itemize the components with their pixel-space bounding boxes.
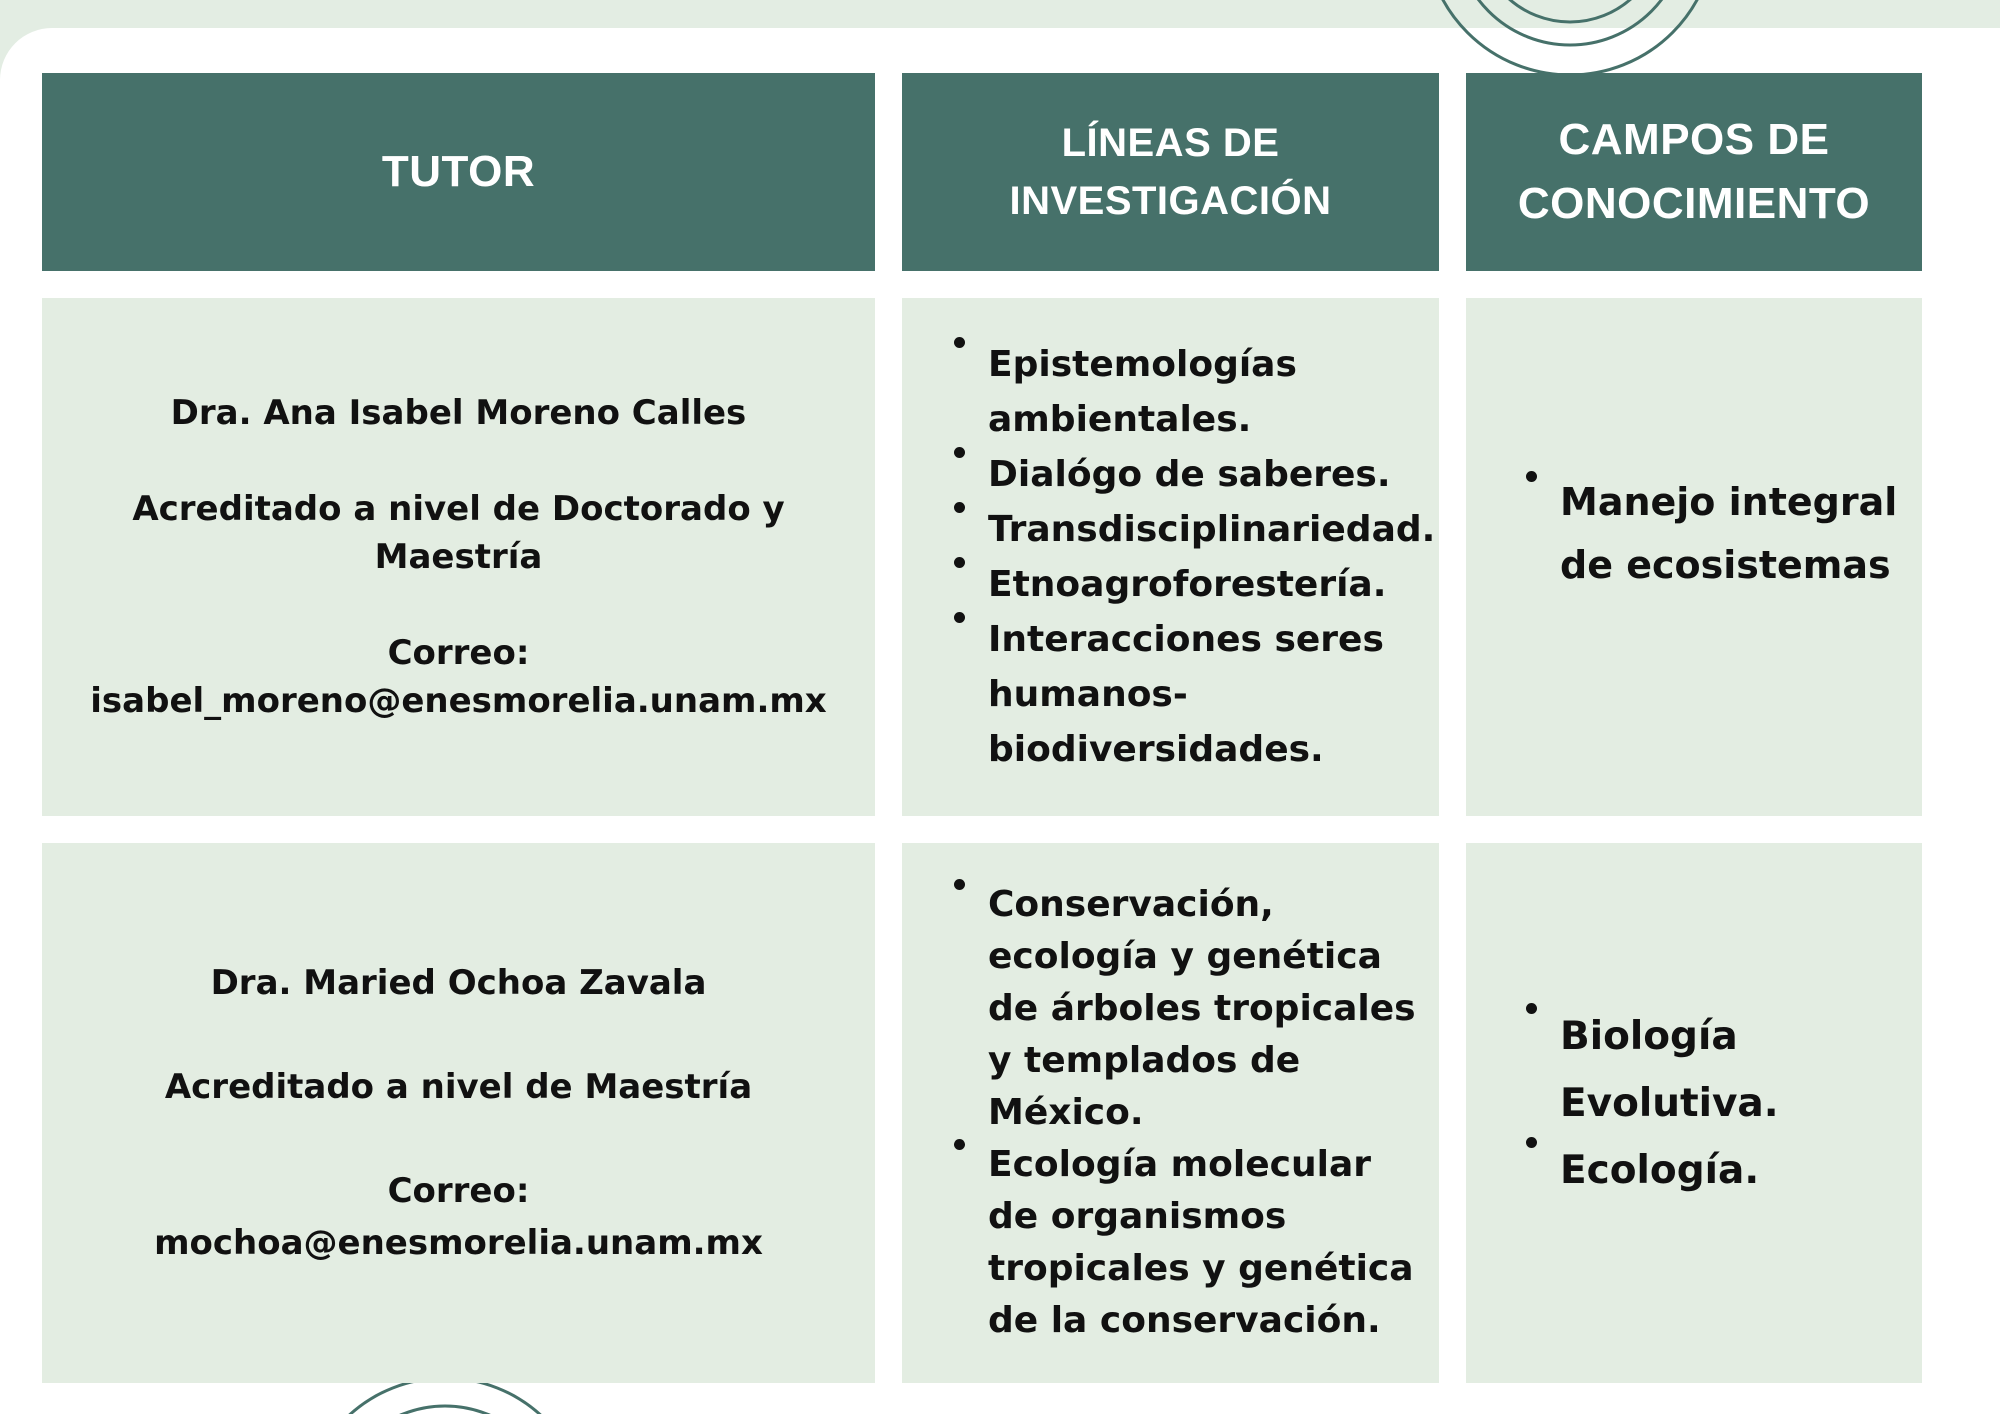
header-tutor (42, 73, 875, 271)
header-lineas-line2: INVESTIGACIÓN (1009, 179, 1332, 223)
list-item: Ecología. (1514, 1137, 1902, 1204)
row2-tutor-cell (42, 843, 875, 1383)
list-item: Epistemologías ambientales. (942, 337, 1419, 447)
list-item: Biología Evolutiva. (1514, 1003, 1902, 1137)
header-tutor-label: TUTOR (381, 147, 536, 196)
row2-email[interactable]: mochoa@enesmorelia.unam.mx (154, 1223, 763, 1263)
header-lineas (902, 73, 1439, 271)
row2-accreditation-line1: Acreditado a nivel de Maestría (164, 1067, 753, 1107)
list-item: Manejo integral de ecosistemas (1514, 471, 1902, 597)
row1-campos-list (1514, 471, 1902, 597)
row1-accreditation-line1: Acreditado a nivel de Doctorado y (132, 489, 785, 529)
header-lineas-line1: LÍNEAS DE (1061, 121, 1280, 165)
row2-tutor-name: Dra. Maried Ochoa Zavala (210, 963, 707, 1003)
row1-tutor-cell (42, 298, 875, 816)
list-item: Etnoagroforestería. (942, 557, 1419, 612)
row2-email-label: Correo: (387, 1171, 530, 1211)
row1-lineas-list (942, 337, 1436, 777)
row1-lineas-cell (902, 298, 1439, 816)
row1-tutor-name: Dra. Ana Isabel Moreno Calles (170, 393, 747, 433)
row1-email[interactable]: isabel_moreno@enesmorelia.unam.mx (90, 681, 827, 721)
header-campos-line1: CAMPOS DE (1558, 115, 1830, 164)
row2-campos-cell (1466, 843, 1922, 1383)
header-campos (1466, 73, 1922, 271)
list-item: Interacciones seres humanos-biodiversidades. (942, 612, 1419, 777)
header-campos-line2: CONOCIMIENTO (1517, 179, 1871, 228)
row1-campos-cell (1466, 298, 1922, 816)
row1-email-label: Correo: (387, 633, 530, 673)
row2-campos-list (1514, 1003, 1902, 1204)
list-item: Conservación, ecología y genética de árboles tropicales y templados de México. (942, 879, 1419, 1139)
list-item: Ecología molecular de organismos tropicales y genética de la conservación. (942, 1139, 1419, 1347)
row1-accreditation-line2: Maestría (374, 537, 543, 577)
row2-lineas-cell (902, 843, 1439, 1383)
list-item: Dialógo de saberes. (942, 447, 1419, 502)
list-item: Transdisciplinariedad. (942, 502, 1419, 557)
row2-lineas-list (942, 879, 1419, 1347)
